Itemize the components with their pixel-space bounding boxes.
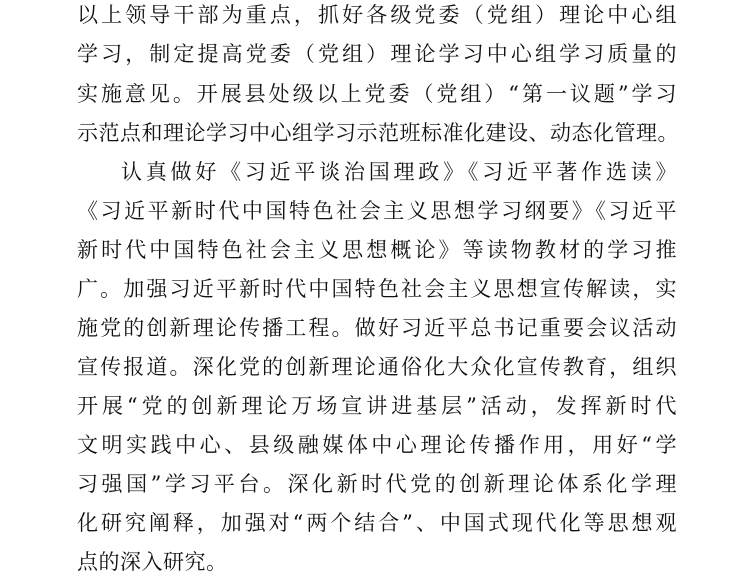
text-line-10: 宣传报道。深化党的创新理论通俗化大众化宣传教育，组织 [77, 355, 677, 379]
text-line-9: 施党的创新理论传播工程。做好习近平总书记重要会议活动 [77, 316, 677, 340]
text-line-11: 开展“党的创新理论万场宣讲进基层”活动，发挥新时代 [77, 394, 677, 418]
text-line-5: 认真做好《习近平谈治国理政》《习近平著作选读》 [121, 160, 677, 184]
text-line-7: 新时代中国特色社会主义思想概论》等读物教材的学习推 [77, 238, 677, 262]
text-line-2: 学习，制定提高党委（党组）理论学习中心组学习质量的 [77, 42, 677, 66]
text-line-6: 《习近平新时代中国特色社会主义思想学习纲要》《习近平 [77, 199, 677, 223]
text-line-1: 以上领导干部为重点，抓好各级党委（党组）理论中心组 [77, 3, 677, 27]
text-line-15: 点的深入研究。 [77, 550, 228, 574]
text-line-14: 化研究阐释，加强对“两个结合”、中国式现代化等思想观 [77, 511, 677, 535]
text-line-13: 习强国”学习平台。深化新时代党的创新理论体系化学理 [77, 472, 677, 496]
text-line-8: 广。加强习近平新时代中国特色社会主义思想宣传解读，实 [77, 277, 677, 301]
text-line-3: 实施意见。开展县处级以上党委（党组）“第一议题”学习 [77, 82, 677, 106]
text-line-12: 文明实践中心、县级融媒体中心理论传播作用，用好“学 [77, 433, 677, 457]
text-line-4: 示范点和理论学习中心组学习示范班标准化建设、动态化管理。 [77, 121, 679, 145]
